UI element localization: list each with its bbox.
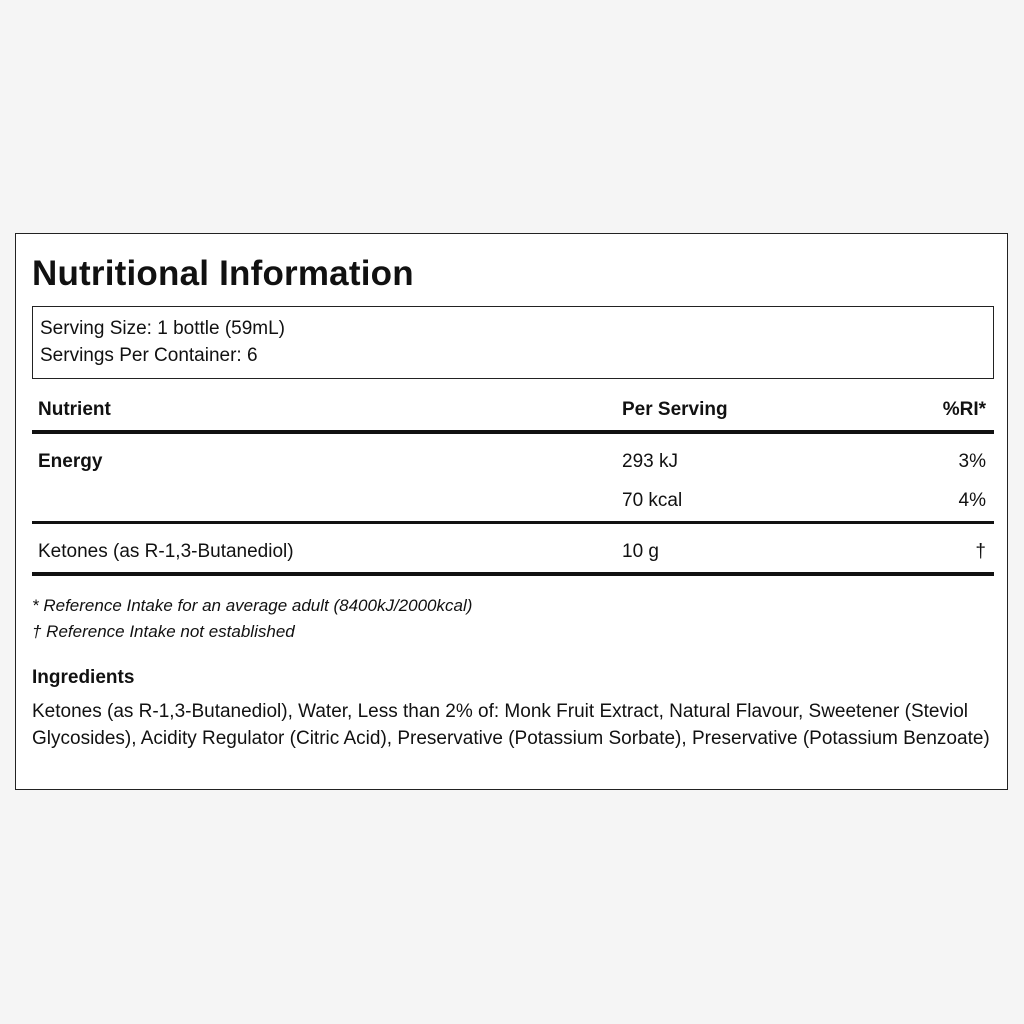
header-divider xyxy=(32,430,994,434)
table-bottom-divider xyxy=(32,572,994,576)
serving-size: Serving Size: 1 bottle (59mL) xyxy=(40,318,286,339)
ingredients-list: Ketones (as R-1,3-Butanediol), Water, Less than 2% of: Monk Fruit Extract, Natural Flavour, Sweetener (Steviol Glycosides), Acidity Regulator (Citric Acid), Preservative (Potassium Sorbate), Preservative (Potassium Benzoate) xyxy=(32,701,990,749)
serving-info-box xyxy=(32,306,994,379)
row-energy-kcal-value: 70 kcal xyxy=(622,490,683,511)
header-ri: %RI* xyxy=(942,399,986,420)
footnote-not-established: † Reference Intake not established xyxy=(32,622,295,641)
header-per-serving: Per Serving xyxy=(622,399,728,420)
row-ketones-ri: † xyxy=(975,541,986,562)
row-energy-kcal-ri: 4% xyxy=(958,490,986,511)
row-energy-kj-ri: 3% xyxy=(958,451,986,472)
header-nutrient: Nutrient xyxy=(38,399,111,420)
panel-title: Nutritional Information xyxy=(32,254,414,293)
row-energy-kj-value: 293 kJ xyxy=(622,451,678,472)
servings-per-container: Servings Per Container: 6 xyxy=(40,345,258,366)
ingredients-heading: Ingredients xyxy=(32,667,135,688)
row-energy-nutrient: Energy xyxy=(38,451,103,472)
nutrition-panel xyxy=(15,233,1008,790)
row-ketones-value: 10 g xyxy=(622,541,659,562)
footnote-reference-intake: * Reference Intake for an average adult (8400kJ/2000kcal) xyxy=(32,596,473,615)
row-ketones-nutrient: Ketones (as R-1,3-Butanediol) xyxy=(38,541,294,562)
energy-divider xyxy=(32,521,994,524)
